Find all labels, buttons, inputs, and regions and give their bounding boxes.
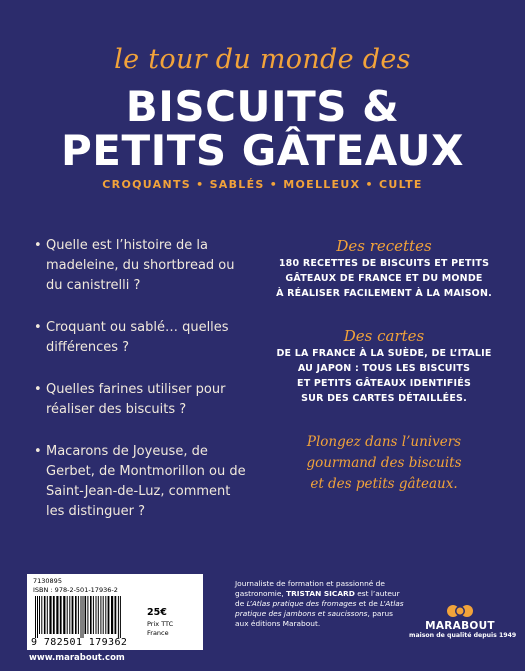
bullet: • [34, 238, 42, 253]
price-label: Prix TTC France [147, 620, 174, 637]
list-item [34, 236, 249, 296]
author-name: TRISTAN SICARD [286, 589, 355, 598]
feature-maps [256, 326, 512, 406]
publisher-logo [409, 604, 517, 639]
question-text: Macarons de Joyeuse, de Gerbet, de Montmorillon ou de Saint-Jean-de-Luz, comment les distinguer ? [46, 444, 246, 519]
feature-body: DE LA FRANCE À LA SUÈDE, DE L’ITALIE AU JAPON : TOUS LES BISCUITS ET PETITS GÂTEAUX IDENTIFIÉS SUR DES CARTES DÉTAILLÉES. [276, 348, 492, 404]
bullet: • [34, 382, 42, 397]
list-item [34, 380, 249, 420]
question-text: Quelles farines utiliser pour réaliser des biscuits ? [46, 382, 226, 417]
price-box [145, 607, 176, 647]
isbn: ISBN : 978-2-501-17936-2 [33, 586, 118, 594]
tagline: CROQUANTS • SABLÉS • MOELLEUX • CULTE [102, 178, 423, 191]
bullet: • [34, 320, 42, 335]
feature-recipes [256, 236, 512, 301]
question-list [34, 236, 249, 544]
book-reference: L’Atlas pratique des fromages [246, 599, 357, 608]
question-text: Quelle est l’histoire de la madeleine, du shortbread ou du canistrelli ? [46, 238, 235, 293]
book-title-line1: BISCUITS & [125, 82, 400, 131]
series-title: le tour du monde des [114, 44, 411, 75]
closing-text: Plongez dans l’univers gourmand des biscuits et des petits gâteaux. [306, 434, 462, 492]
bio-text: , parus aux éditions Marabout. [235, 609, 394, 628]
question-text: Croquant ou sablé… quelles différences ? [46, 320, 229, 355]
product-code: 7130895 [33, 577, 62, 585]
website: www.marabout.com [29, 653, 125, 663]
barcode-box [27, 574, 203, 650]
list-item [34, 318, 249, 358]
bio-text: Journaliste de formation et passionné de gastronomie, [235, 579, 385, 598]
barcode-digits: 9 782501 179362 [31, 637, 128, 648]
bullet: • [34, 444, 42, 459]
book-title-line2: PETITS GÂTEAUX [60, 126, 465, 175]
bio-text: est l’auteur de [235, 589, 400, 608]
price: 25€ [147, 607, 167, 618]
publisher-tagline: maison de qualité depuis 1949 [409, 632, 517, 639]
author-bio [235, 579, 407, 629]
feature-title: Des recettes [336, 237, 432, 255]
bio-text: et de [356, 599, 381, 608]
feature-body: 180 RECETTES DE BISCUITS ET PETITS GÂTEAUX DE FRANCE ET DU MONDE À RÉALISER FACILEMENT À LA MAISON. [276, 258, 492, 299]
publisher-name: MARABOUT [425, 620, 495, 632]
marabout-logo-icon [446, 604, 474, 618]
list-item [34, 442, 249, 522]
book-reference: L’Atlas pratique des jambons et saucissons [235, 599, 404, 618]
feature-title: Des cartes [343, 327, 425, 345]
